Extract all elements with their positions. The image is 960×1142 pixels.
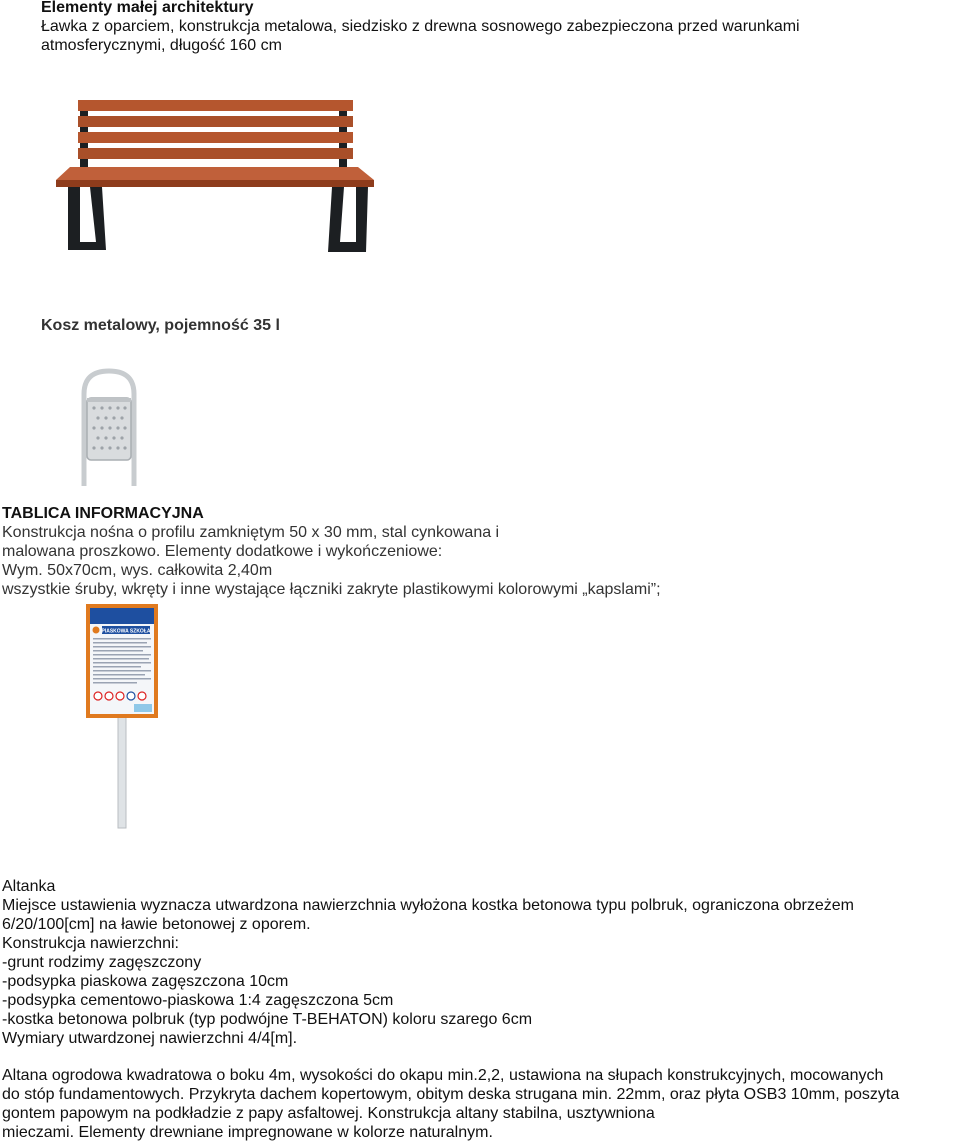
bench-image: [50, 92, 380, 257]
bin-heading: Kosz metalowy, pojemność 35 l: [41, 317, 280, 334]
board-description-line-4: wszystkie śruby, wkręty i inne wystające łączniki zakryte plastikowymi kolorowymi „kapslami”;: [2, 581, 661, 598]
gazebo-paragraph-line-1: Altana ogrodowa kwadratowa o boku 4m, wysokości do okapu min.2,2, ustawiona na słupach konstrukcyjnych, mocowanych: [2, 1067, 884, 1084]
section-heading-architecture: Elementy małej architektury: [41, 0, 254, 16]
board-header-band: [90, 608, 154, 624]
board-title-text: PIASKOWA SZKOŁA: [101, 628, 151, 635]
gazebo-paragraph-line-3: gontem papowym na podkładzie z papy asfaltowej. Konstrukcja altany stabilna, usztywniona: [2, 1105, 655, 1122]
board-description-line-1: Konstrukcja nośna o profilu zamkniętym 50 x 30 mm, stal cynkowana i: [2, 524, 500, 541]
board-corner-graphic: [134, 704, 152, 712]
bench-backrest-slat-3: [78, 132, 353, 143]
gazebo-text-line-5: -podsypka piaskowa zagęszczona 10cm: [2, 973, 289, 990]
bench-description-line-1: Ławka z oparciem, konstrukcja metalowa, siedzisko z drewna sosnowego zabezpieczona przed warunkami: [41, 18, 800, 35]
gazebo-heading: Altanka: [2, 878, 56, 895]
bin-rim: [87, 398, 131, 402]
bench-backrest-slat-1: [78, 100, 353, 111]
board-description-line-2: malowana proszkowo. Elementy dodatkowe i wykończeniowe:: [2, 543, 443, 560]
gazebo-text-line-4: -grunt rodzimy zagęszczony: [2, 954, 202, 971]
gazebo-text-line-1: Miejsce ustawienia wyznacza utwardzona nawierzchnia wyłożona kostka betonowa typu polbruk, ograniczona obrzeżem: [2, 897, 855, 914]
gazebo-paragraph-line-2: do stóp fundamentowych. Przykryta dachem kopertowym, obitym deska strugana min. 22mm, oraz płyta OSB3 10mm, poszyta: [2, 1086, 900, 1103]
bench-leg-left: [68, 187, 106, 250]
gazebo-paragraph-line-4: mieczami. Elementy drewniane impregnowane w kolorze naturalnym.: [2, 1124, 493, 1141]
info-board-image: [84, 602, 162, 830]
bench-description-line-2: atmosferycznymi, długość 160 cm: [41, 37, 282, 54]
bench-leg-right: [328, 187, 368, 252]
board-description-line-3: Wym. 50x70cm, wys. całkowita 2,40m: [2, 562, 273, 579]
board-post: [118, 712, 126, 828]
bench-backrest-slat-4: [78, 148, 353, 159]
bench-seat-top: [56, 167, 374, 180]
gazebo-text-line-2: 6/20/100[cm] na ławie betonowej z oporem.: [2, 916, 311, 933]
gazebo-text-line-6: -podsypka cementowo-piaskowa 1:4 zagęszczona 5cm: [2, 992, 394, 1009]
gazebo-text-line-7: -kostka betonowa polbruk (typ podwójne T-BEHATON) koloru szarego 6cm: [2, 1011, 533, 1028]
gazebo-text-line-3: Konstrukcja nawierzchni:: [2, 935, 179, 952]
board-heading: TABLICA INFORMACYJNA: [2, 505, 204, 522]
waste-bin-image: [78, 368, 140, 490]
bench-backrest-slat-2: [78, 116, 353, 127]
bench-seat-front: [56, 180, 374, 187]
board-logo: [93, 627, 100, 634]
gazebo-text-line-8: Wymiary utwardzonej nawierzchni 4/4[m].: [2, 1030, 298, 1047]
